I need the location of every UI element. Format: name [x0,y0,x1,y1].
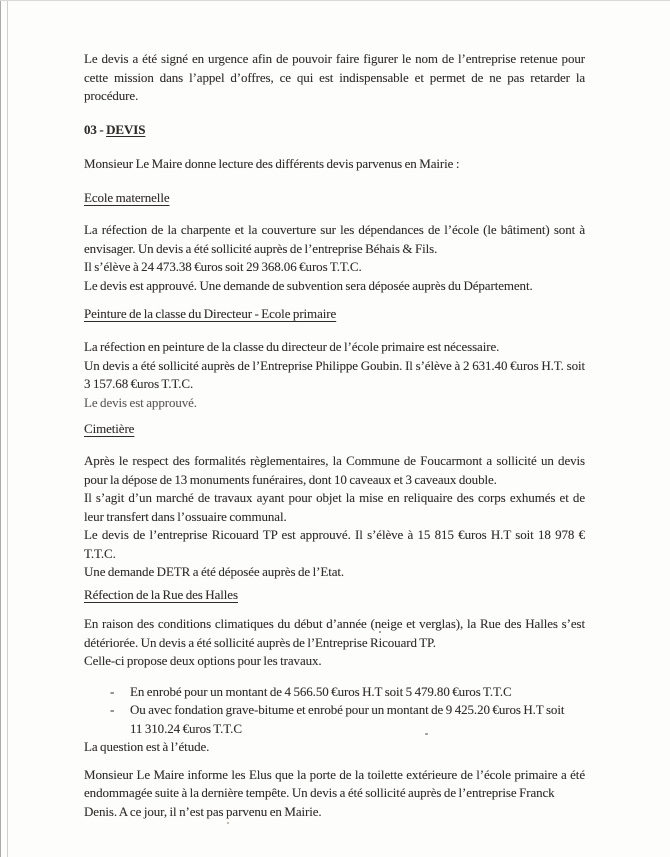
text-line: Le devis est approuvé. Une demande de subvention sera déposée auprès du Département. [84,277,533,293]
list-item [84,701,585,738]
text-line: endommagée suite à la dernière tempête. Un devis a été sollicité auprès de l’entreprise Franck [84,785,555,800]
text-line: La réfection en peinture de la classe du directeur de l’école primaire est nécessaire. [84,339,500,354]
section-closing-line [84,738,585,757]
dash-bullet: - [110,683,115,699]
section-paragraph-peinture-directeur [84,338,585,412]
text-line: En enrobé pour un montant de 4 566.50 €uros H.T soit 5 479.80 €uros T.T.C [130,683,512,699]
text-line: Le devis a été signé en urgence afin de pouvoir faire figurer le nom de l’entreprise retenue pour [84,51,585,66]
text-line: détériorée. Un devis a été sollicité auprès de l’Entreprise Ricouard TP. [84,634,436,650]
heading-title: DEVIS [106,122,146,137]
text-line: Il s’élève à 24 473.38 €uros soit 29 368.06 €uros T.T.C. [84,259,362,274]
list-item-text [130,683,585,702]
text-line: Le devis de l’entreprise Ricouard TP est approuvé. Il s’élève à 15 815 €uros H.T soit 18 978 € [84,527,585,542]
section-title: Ecole maternelle [84,189,170,205]
devis-heading [84,121,585,140]
scan-edge-line-inner [7,0,8,857]
list-item-text [130,701,585,738]
options-list [84,683,585,739]
text-line: pour la dépose de 13 monuments funéraires, dont 10 caveaux et 3 caveaux double. [84,471,497,487]
text-line: En raison des conditions climatiques du début d’année (neige et verglas), la Rue des Halles s’est [84,616,585,631]
text-line: Ou avec fondation grave-bitume et enrobé pour un montant de 9 425.20 €uros H.T soit [130,702,565,717]
text-line: procédure. [84,88,139,103]
section-title: Cimetière [84,421,135,436]
text-line: Denis. A ce jour, il n’est pas parvenu en Mairie. [84,803,322,819]
section-heading-ecole-maternelle [84,189,585,208]
intro-paragraph [84,50,585,106]
scan-speckle [227,822,229,824]
text-line: envisager. Un devis a été sollicité auprès de l’entreprise Béhais & Fils. [84,240,438,256]
section-title: Réfection de la Rue des Halles [84,586,238,602]
text-line: Le devis est approuvé. [84,394,197,410]
scan-edge-line-outer [0,0,1,857]
section-heading-rue-des-halles [84,586,585,605]
text-line: Il s’agit d’un marché de travaux ayant pour objet la mise en reliquaire des corps exhumés et de [84,490,585,505]
list-item [84,683,585,702]
text-line: 3 157.68 €uros T.T.C. [84,376,194,391]
heading-number: 03 - [84,122,107,137]
text-line: 11 310.24 €uros T.T.C [130,720,242,736]
text-line: T.T.C. [84,545,116,561]
dash-bullet: - [110,702,115,717]
text-line: cette mission dans l’appel d’offres, ce qui est indispensable et permet de ne pas retarder la [84,69,585,85]
text-line: La réfection de la charpente et la couverture sur les dépendances de l’école (le bâtiment) sont à [84,222,585,237]
section-heading-peinture-directeur [84,305,585,324]
final-paragraph [84,766,585,822]
text-line: leur transfert dans l’ossuaire communal. [84,508,287,524]
text-line: La question est à l’étude. [84,739,210,754]
section-paragraph-cimetiere [84,452,585,582]
text-line: Monsieur Le Maire donne lecture des différents devis parvenus en Mairie : [84,156,460,171]
text-line: Monsieur Le Maire informe les Elus que la porte de la toilette extérieure de l’école primaire a été [84,766,585,782]
text-line: Un devis a été sollicité auprès de l’Entreprise Philippe Goubin. Il s’élève à 2 631.40 €uros H.T. soit [84,357,585,373]
lead-paragraph [84,155,585,174]
section-title: Peinture de la classe du Directeur - Ecole primaire [84,306,337,321]
document-body [84,50,585,821]
section-heading-cimetiere [84,420,585,439]
section-paragraph-ecole-maternelle [84,221,585,295]
text-line: Celle-ci propose deux options pour les travaux. [84,653,322,668]
text-line: Après le respect des formalités règlementaires, la Commune de Foucarmont a sollicité un devis [84,453,585,468]
text-line: Une demande DETR a été déposée auprès de l’Etat. [84,564,345,579]
section-paragraph-rue-des-halles [84,615,585,671]
scan-edge-line-top [0,0,670,1]
